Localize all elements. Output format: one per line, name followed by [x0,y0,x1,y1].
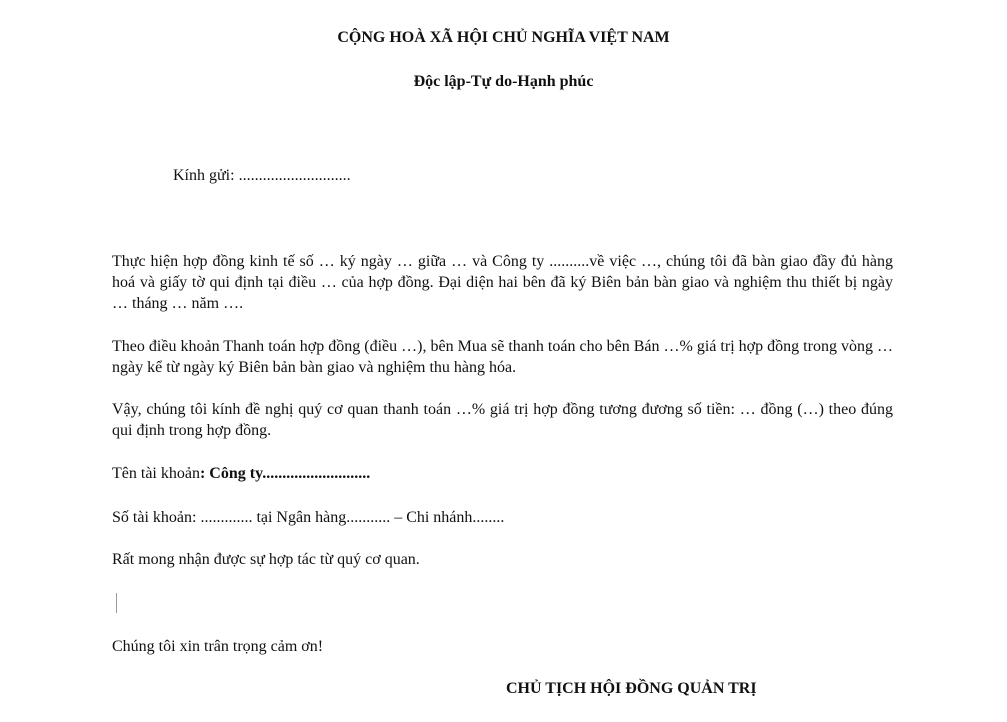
nation-heading: CỘNG HOÀ XÃ HỘI CHỦ NGHĨA VIỆT NAM [337,29,670,46]
paragraph-payment-request: Vậy, chúng tôi kính đề nghị quý cơ quan thanh toán …% giá trị hợp đồng tương đương số tiền: … đồng (…) theo đúng qui định trong hợp đồng. [112,401,893,439]
account-number-line: Số tài khoản: ............. tại Ngân hàng........... – Chi nhánh........ [112,509,505,526]
greeting-line: Kính gửi: ............................ [173,167,351,184]
account-name-line [112,463,370,484]
motto-heading: Độc lập-Tự do-Hạnh phúc [413,73,594,90]
paragraph-contract-delivery: Thực hiện hợp đồng kinh tế số … ký ngày … giữa … và Công ty ..........về việc …, chúng tôi đã bàn giao đầy đủ hàng hoá và giấy tờ qui định tại điều … của hợp đồng. Đại diện hai bên đã ký Biên bản bàn giao và nghiệm thu thiết bị ngày … tháng … năm …. [112,253,893,312]
paragraph-payment-terms: Theo điều khoản Thanh toán hợp đồng (điều …), bên Mua sẽ thanh toán cho bên Bán …% giá trị hợp đồng trong vòng …ngày kể từ ngày ký Biên bản bàn giao và nghiệm thu hàng hóa. [112,338,893,376]
signature-title: CHỦ TỊCH HỘI ĐỒNG QUẢN TRỊ [506,680,757,697]
account-name-label: Tên tài khoản [112,465,200,482]
closing-line: Rất mong nhận được sự hợp tác từ quý cơ quan. [112,551,420,568]
account-name-value: : Công ty........................... [199,465,371,482]
thanks-line: Chúng tôi xin trân trọng cảm ơn! [112,638,324,655]
text-cursor[interactable] [116,593,117,613]
